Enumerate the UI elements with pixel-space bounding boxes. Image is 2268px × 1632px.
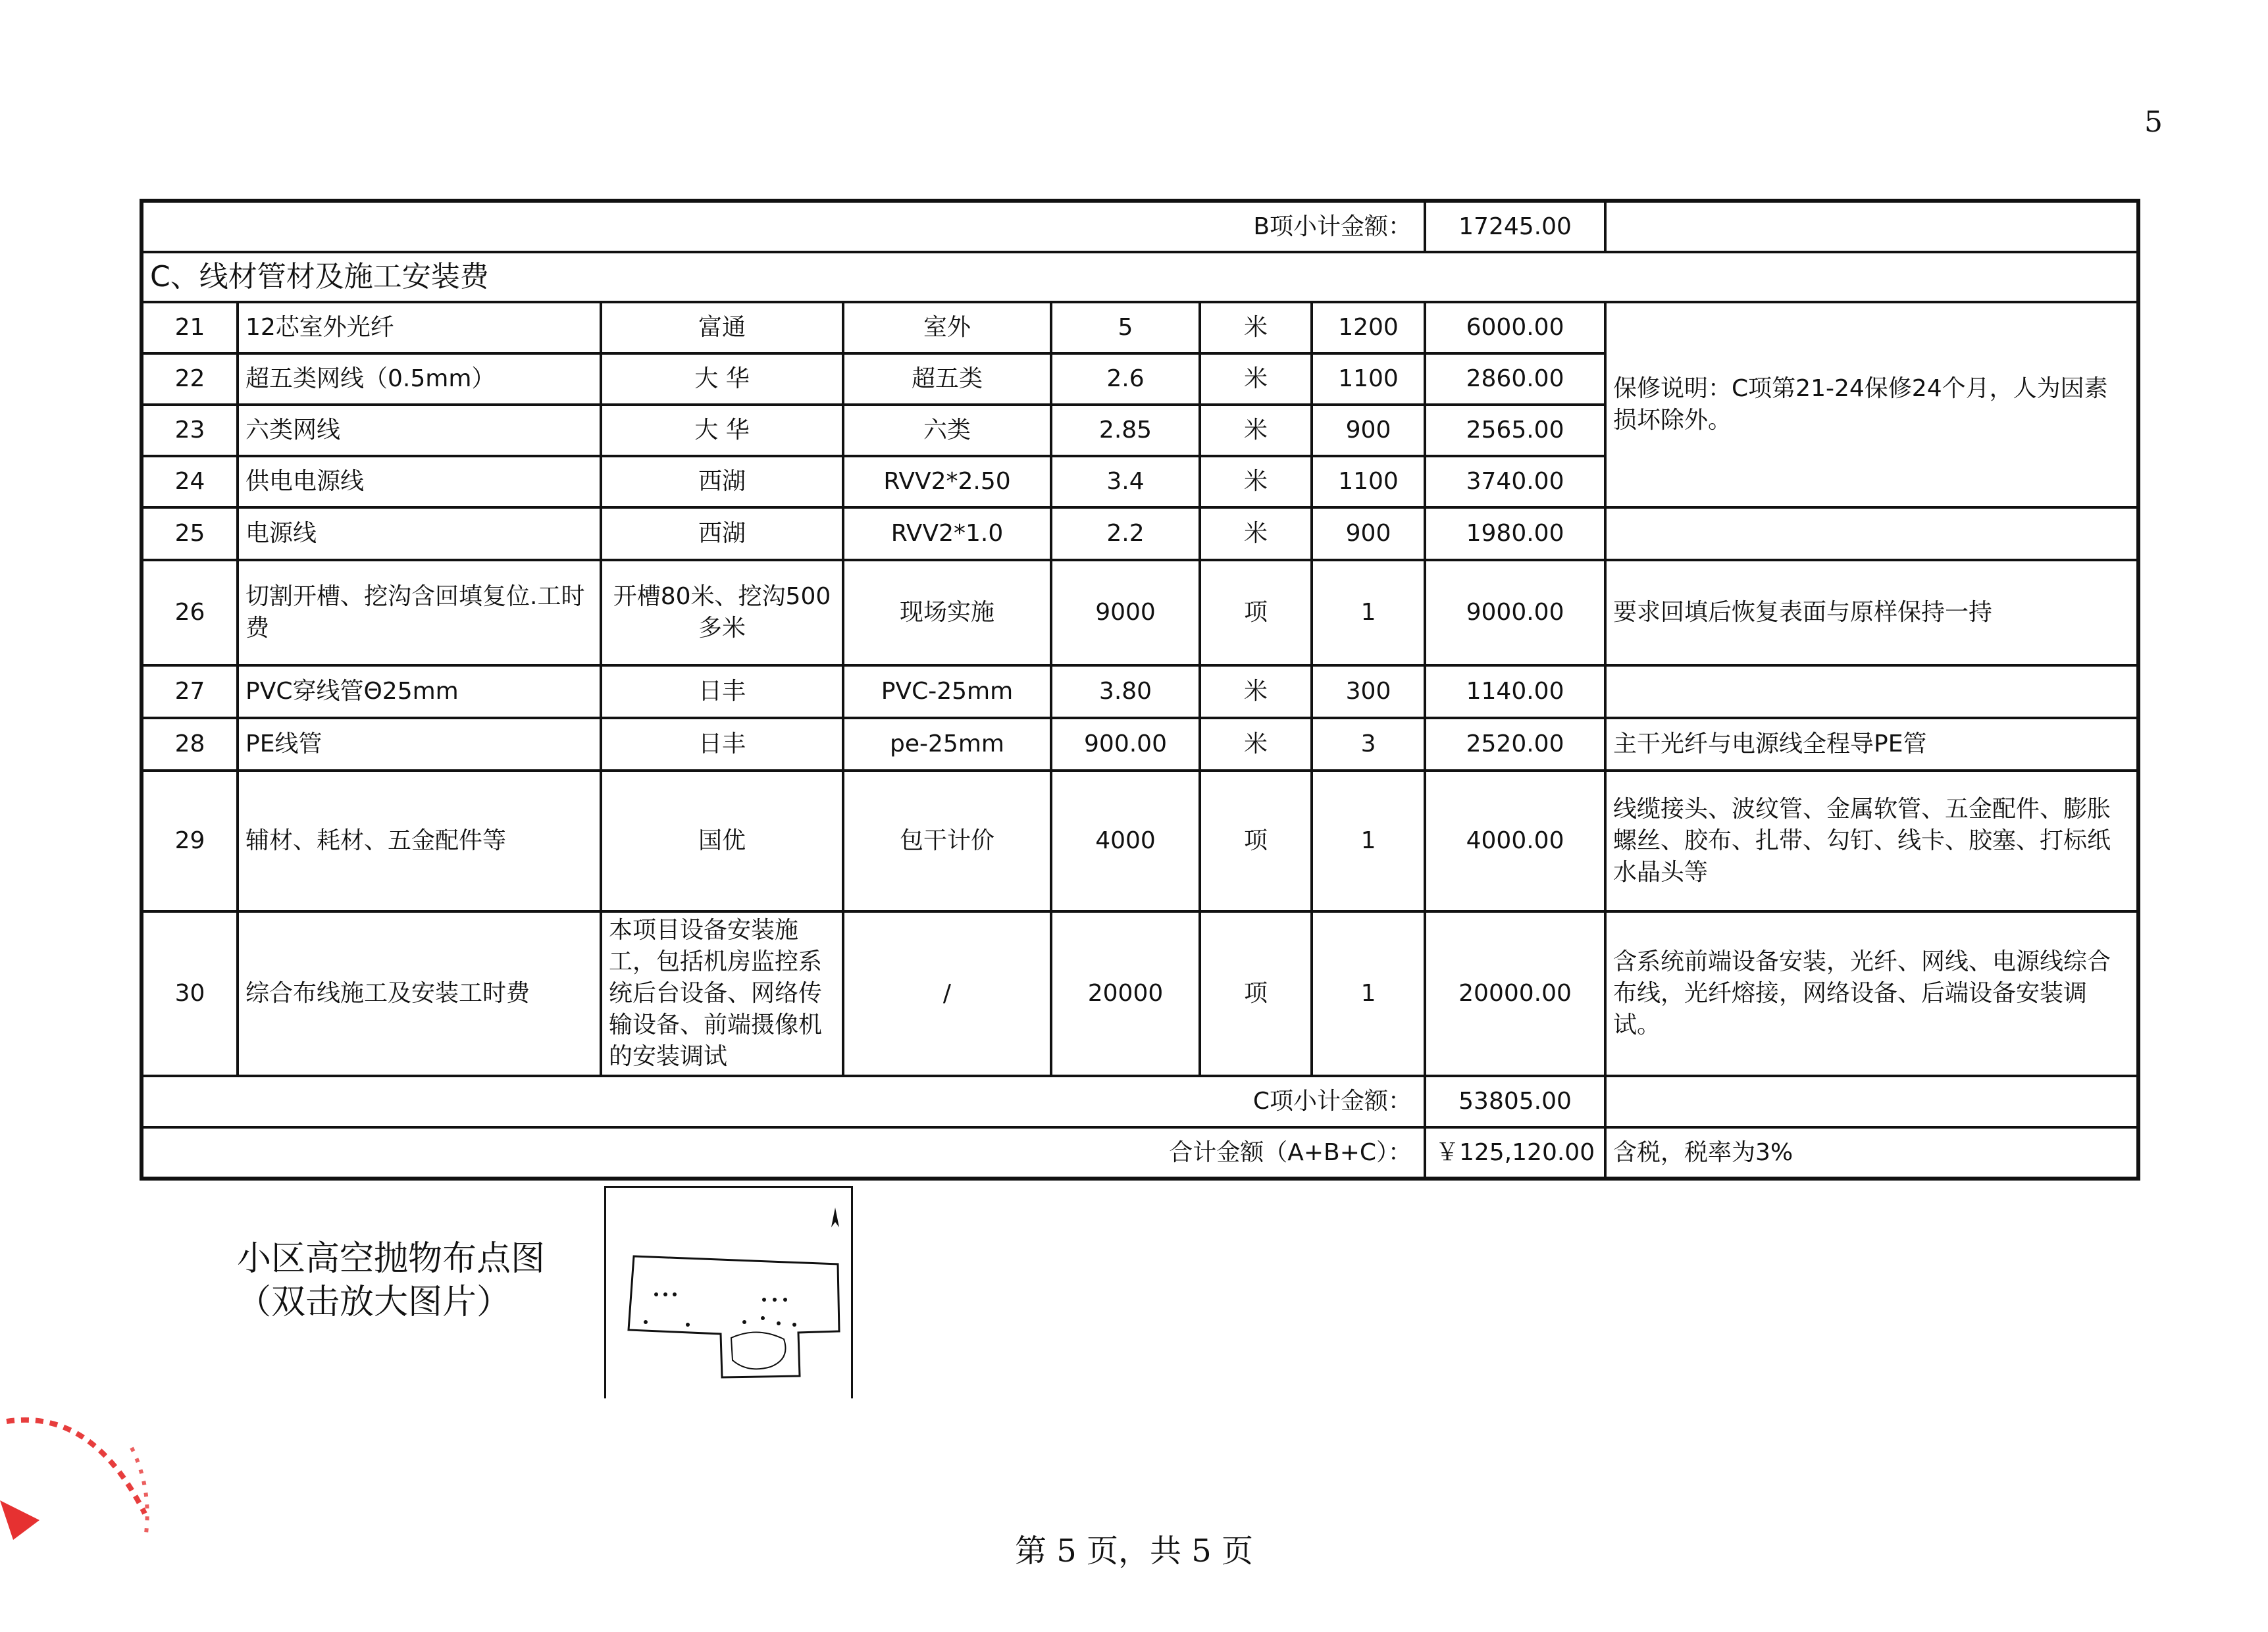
row-price: 3.4 [1051,456,1200,507]
row-no: 24 [142,456,238,507]
row-unit: 米 [1200,718,1312,771]
c-subtotal-row [142,1076,2138,1127]
row-name: 供电电源线 [238,456,601,507]
row-price: 20000 [1051,911,1200,1076]
camera-point [792,1323,796,1327]
table-row [142,911,2138,1076]
map-caption-title: 小区高空抛物布点图 [237,1239,546,1279]
b-subtotal-amount: 17245.00 [1425,201,1605,252]
row-name: 超五类网线（0.5mm） [238,353,601,405]
row-brand: 本项目设备安装施工，包括机房监控系统后台设备、网络传输设备、前端摄像机的安装调试 [601,911,843,1076]
row-unit: 米 [1200,302,1312,353]
c-subtotal-label: C项小计金额： [142,1076,1425,1127]
row-unit: 米 [1200,456,1312,507]
row-remark: 要求回填后恢复表面与原样保持一持 [1605,560,2138,665]
row-price: 2.85 [1051,405,1200,456]
row-amount: 1980.00 [1425,507,1605,560]
company-seal-stamp [0,1369,171,1593]
row-name: 切割开槽、挖沟含回填复位.工时费 [238,560,601,665]
row-brand: 开槽80米、挖沟500多米 [601,560,843,665]
camera-point [762,1298,766,1302]
row-amount: 6000.00 [1425,302,1605,353]
row-remark: 线缆接头、波纹管、金属软管、五金配件、膨胀螺丝、胶布、扎带、勾钉、线卡、胶塞、打标纸水晶头等 [1605,771,2138,911]
row-name: 综合布线施工及安装工时费 [238,911,601,1076]
row-name: PVC穿线管Θ25mm [238,665,601,718]
row-price: 3.80 [1051,665,1200,718]
camera-point [686,1323,690,1327]
map-caption [237,1237,545,1324]
row-amount: 4000.00 [1425,771,1605,911]
c-subtotal-amount: 53805.00 [1425,1076,1605,1127]
row-no: 30 [142,911,238,1076]
row-model: 超五类 [843,353,1051,405]
row-remark: 含系统前端设备安装，光纤、网线、电源线综合布线，光纤熔接，网络设备、后端设备安装调试。 [1605,911,2138,1076]
row-brand: 大 华 [601,405,843,456]
row-no: 23 [142,405,238,456]
quote-table [140,199,2140,1181]
row-qty: 1 [1312,560,1425,665]
row-qty: 3 [1312,718,1425,771]
grand-total-amount: ￥125,120.00 [1425,1127,1605,1179]
table-row [142,507,2138,560]
row-brand: 国优 [601,771,843,911]
row-qty: 1 [1312,911,1425,1076]
row-remark [1605,507,2138,560]
camera-point [761,1316,765,1320]
row-price: 5 [1051,302,1200,353]
row-qty: 1200 [1312,302,1425,353]
row-no: 28 [142,718,238,771]
row-brand: 大 华 [601,353,843,405]
north-arrow-icon [831,1208,839,1227]
row-qty: 1 [1312,771,1425,911]
row-price: 900.00 [1051,718,1200,771]
row-brand: 西湖 [601,456,843,507]
row-amount: 1140.00 [1425,665,1605,718]
row-amount: 3740.00 [1425,456,1605,507]
row-model: 六类 [843,405,1051,456]
camera-point [777,1321,781,1325]
row-model: / [843,911,1051,1076]
section-c-title: C、线材管材及施工安装费 [142,252,2138,302]
row-name: 12芯室外光纤 [238,302,601,353]
row-qty: 1100 [1312,456,1425,507]
row-model: 包干计价 [843,771,1051,911]
table-row [142,771,2138,911]
row-unit: 米 [1200,353,1312,405]
row-model: pe-25mm [843,718,1051,771]
row-no: 27 [142,665,238,718]
row-unit: 项 [1200,560,1312,665]
c-subtotal-remark [1605,1076,2138,1127]
row-name: 六类网线 [238,405,601,456]
site-boundary [629,1256,839,1377]
grand-total-remark: 含税，税率为3% [1605,1127,2138,1179]
row-brand: 富通 [601,302,843,353]
table-row [142,665,2138,718]
row-name: 电源线 [238,507,601,560]
camera-point [654,1292,658,1296]
row-price: 2.6 [1051,353,1200,405]
row-no: 21 [142,302,238,353]
row-price: 9000 [1051,560,1200,665]
row-name: PE线管 [238,718,601,771]
b-subtotal-remark [1605,201,2138,252]
row-no: 29 [142,771,238,911]
camera-point [742,1320,746,1324]
camera-point [663,1292,667,1296]
page-footer: 第 5 页，共 5 页 [1014,1533,1254,1569]
row-price: 2.2 [1051,507,1200,560]
b-subtotal-label: B项小计金额： [142,201,1425,252]
page-number: 5 [2144,105,2163,139]
row-amount: 2520.00 [1425,718,1605,771]
camera-point [783,1298,787,1302]
table-row [142,718,2138,771]
row-amount: 9000.00 [1425,560,1605,665]
map-caption-hint: （双击放大图片） [237,1283,511,1322]
row-model: 现场实施 [843,560,1051,665]
row-brand: 日丰 [601,665,843,718]
site-map-thumbnail[interactable] [604,1186,853,1398]
row-remark [1605,665,2138,718]
row-price: 4000 [1051,771,1200,911]
row-no: 25 [142,507,238,560]
row-qty: 1100 [1312,353,1425,405]
grand-total-row [142,1127,2138,1179]
row-unit: 米 [1200,665,1312,718]
row-unit: 项 [1200,771,1312,911]
camera-point [644,1320,648,1324]
grand-total-label: 合计金额（A+B+C）： [142,1127,1425,1179]
row-amount: 20000.00 [1425,911,1605,1076]
row-model: PVC-25mm [843,665,1051,718]
row-model: RVV2*1.0 [843,507,1051,560]
table-row [142,560,2138,665]
warranty-note: 保修说明：C项第21-24保修24个月，人为因素损坏除外。 [1605,302,2138,507]
row-amount: 2565.00 [1425,405,1605,456]
row-no: 22 [142,353,238,405]
b-subtotal-row [142,201,2138,252]
row-model: 室外 [843,302,1051,353]
row-unit: 米 [1200,405,1312,456]
row-unit: 项 [1200,911,1312,1076]
row-no: 26 [142,560,238,665]
row-qty: 900 [1312,507,1425,560]
row-remark: 主干光纤与电源线全程导PE管 [1605,718,2138,771]
row-model: RVV2*2.50 [843,456,1051,507]
camera-point [673,1292,677,1296]
camera-point [773,1298,777,1302]
section-c-header [142,252,2138,302]
row-name: 辅材、耗材、五金配件等 [238,771,601,911]
row-brand: 日丰 [601,718,843,771]
site-map-drawing [606,1188,851,1398]
table-row [142,302,2138,353]
site-building [731,1332,786,1369]
row-qty: 300 [1312,665,1425,718]
row-unit: 米 [1200,507,1312,560]
row-amount: 2860.00 [1425,353,1605,405]
row-brand: 西湖 [601,507,843,560]
row-qty: 900 [1312,405,1425,456]
